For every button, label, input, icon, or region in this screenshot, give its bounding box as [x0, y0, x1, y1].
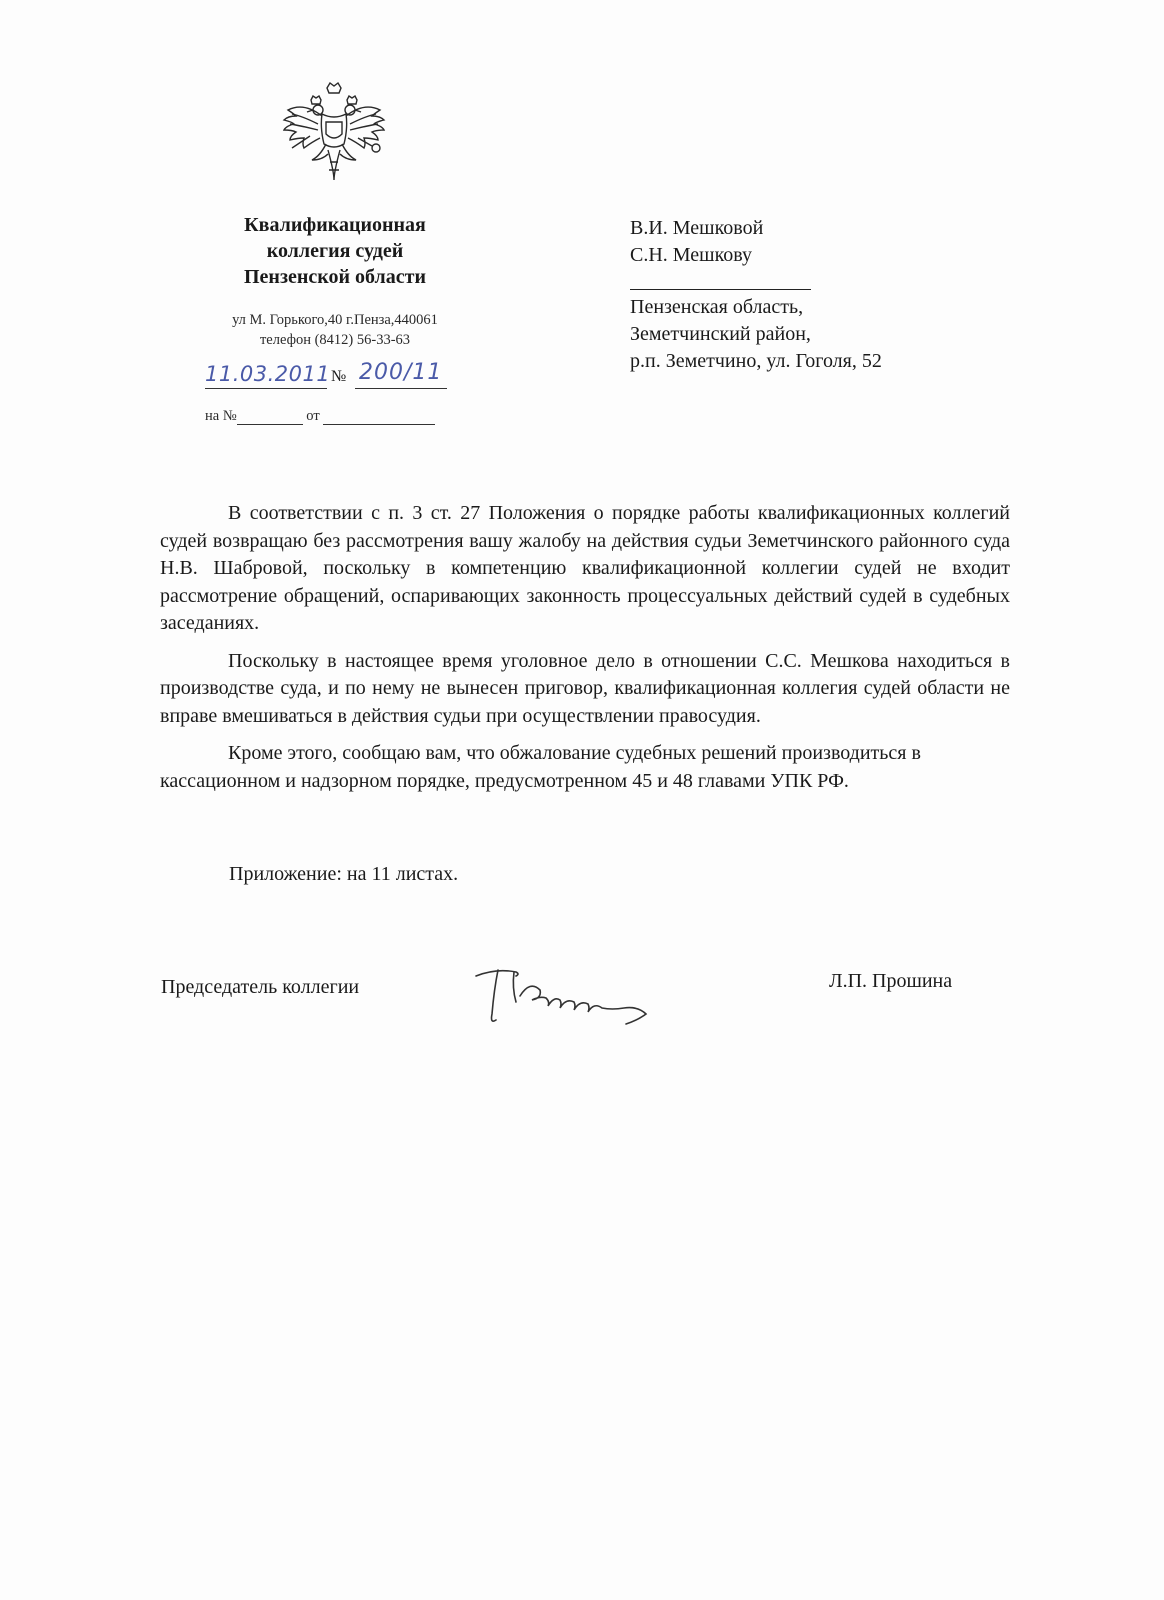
- addressee-names: [630, 215, 1030, 269]
- registration-number: 200/11: [359, 360, 443, 385]
- addressee-divider: [630, 289, 811, 290]
- org-phone-line: телефон (8412) 56-33-63: [259, 332, 411, 348]
- body-paragraph-3: Кроме этого, сообщаю вам, что обжалование судебных решений производиться в кассационном и надзорном порядке, предусмотренном 45 и 48 главами УПК РФ.: [160, 742, 921, 792]
- addressee-name-1: В.И. Мешковой: [630, 217, 764, 239]
- handwritten-signature: [468, 960, 698, 1035]
- number-underline: [355, 388, 447, 389]
- letter-body: [160, 500, 1010, 805]
- address-line-2: Земетчинский район,: [630, 323, 811, 345]
- org-address-line: ул М. Горького,40 г.Пенза,440061: [232, 312, 438, 328]
- org-name-line-2: коллегия судей: [266, 240, 404, 262]
- ref-from-label: от: [306, 408, 320, 424]
- reference-line: [205, 408, 465, 425]
- organization-name: [190, 212, 480, 290]
- organization-contacts: [190, 310, 480, 350]
- ref-number-blank: [237, 410, 303, 425]
- addressee-address: [630, 294, 1030, 375]
- coat-of-arms-emblem: [278, 78, 390, 190]
- address-line-1: Пензенская область,: [630, 296, 804, 318]
- ref-date-blank: [323, 410, 435, 425]
- org-name-line-1: Квалификационная: [244, 214, 426, 236]
- ref-prefix: на №: [205, 408, 237, 424]
- attachment-note: Приложение: на 11 листах.: [229, 863, 459, 885]
- signatory-title: Председатель коллегии: [161, 976, 360, 998]
- body-paragraph-1: В соответствии с п. 3 ст. 27 Положения о порядке работы квалификационных коллегий судей возвращаю без рассмотрения вашу жалобу на действия судьи Земетчинского районного суда Н.В. Шабровой, поскольку в компетенцию квалификационной коллегии судей не входит рассмотрение обращений, оспаривающих законность процессуальных действий судей в судебных заседаниях.: [160, 502, 1010, 634]
- org-name-line-3: Пензенской области: [243, 266, 426, 288]
- registration-line: [205, 358, 465, 394]
- registration-date: 11.03.2011: [205, 362, 331, 386]
- signatory-name: Л.П. Прошина: [829, 970, 953, 992]
- address-line-3: р.п. Земетчино, ул. Гоголя, 52: [630, 350, 882, 372]
- number-sign: №: [331, 368, 347, 385]
- date-underline: [205, 388, 327, 389]
- body-paragraph-2: Поскольку в настоящее время уголовное дело в отношении С.С. Мешкова находиться в производстве суда, и по нему не вынесен приговор, квалификационная коллегия судей области не вправе вмешиваться в действия судьи при осуществлении правосудия.: [160, 649, 1010, 727]
- addressee-name-2: С.Н. Мешкову: [630, 244, 753, 266]
